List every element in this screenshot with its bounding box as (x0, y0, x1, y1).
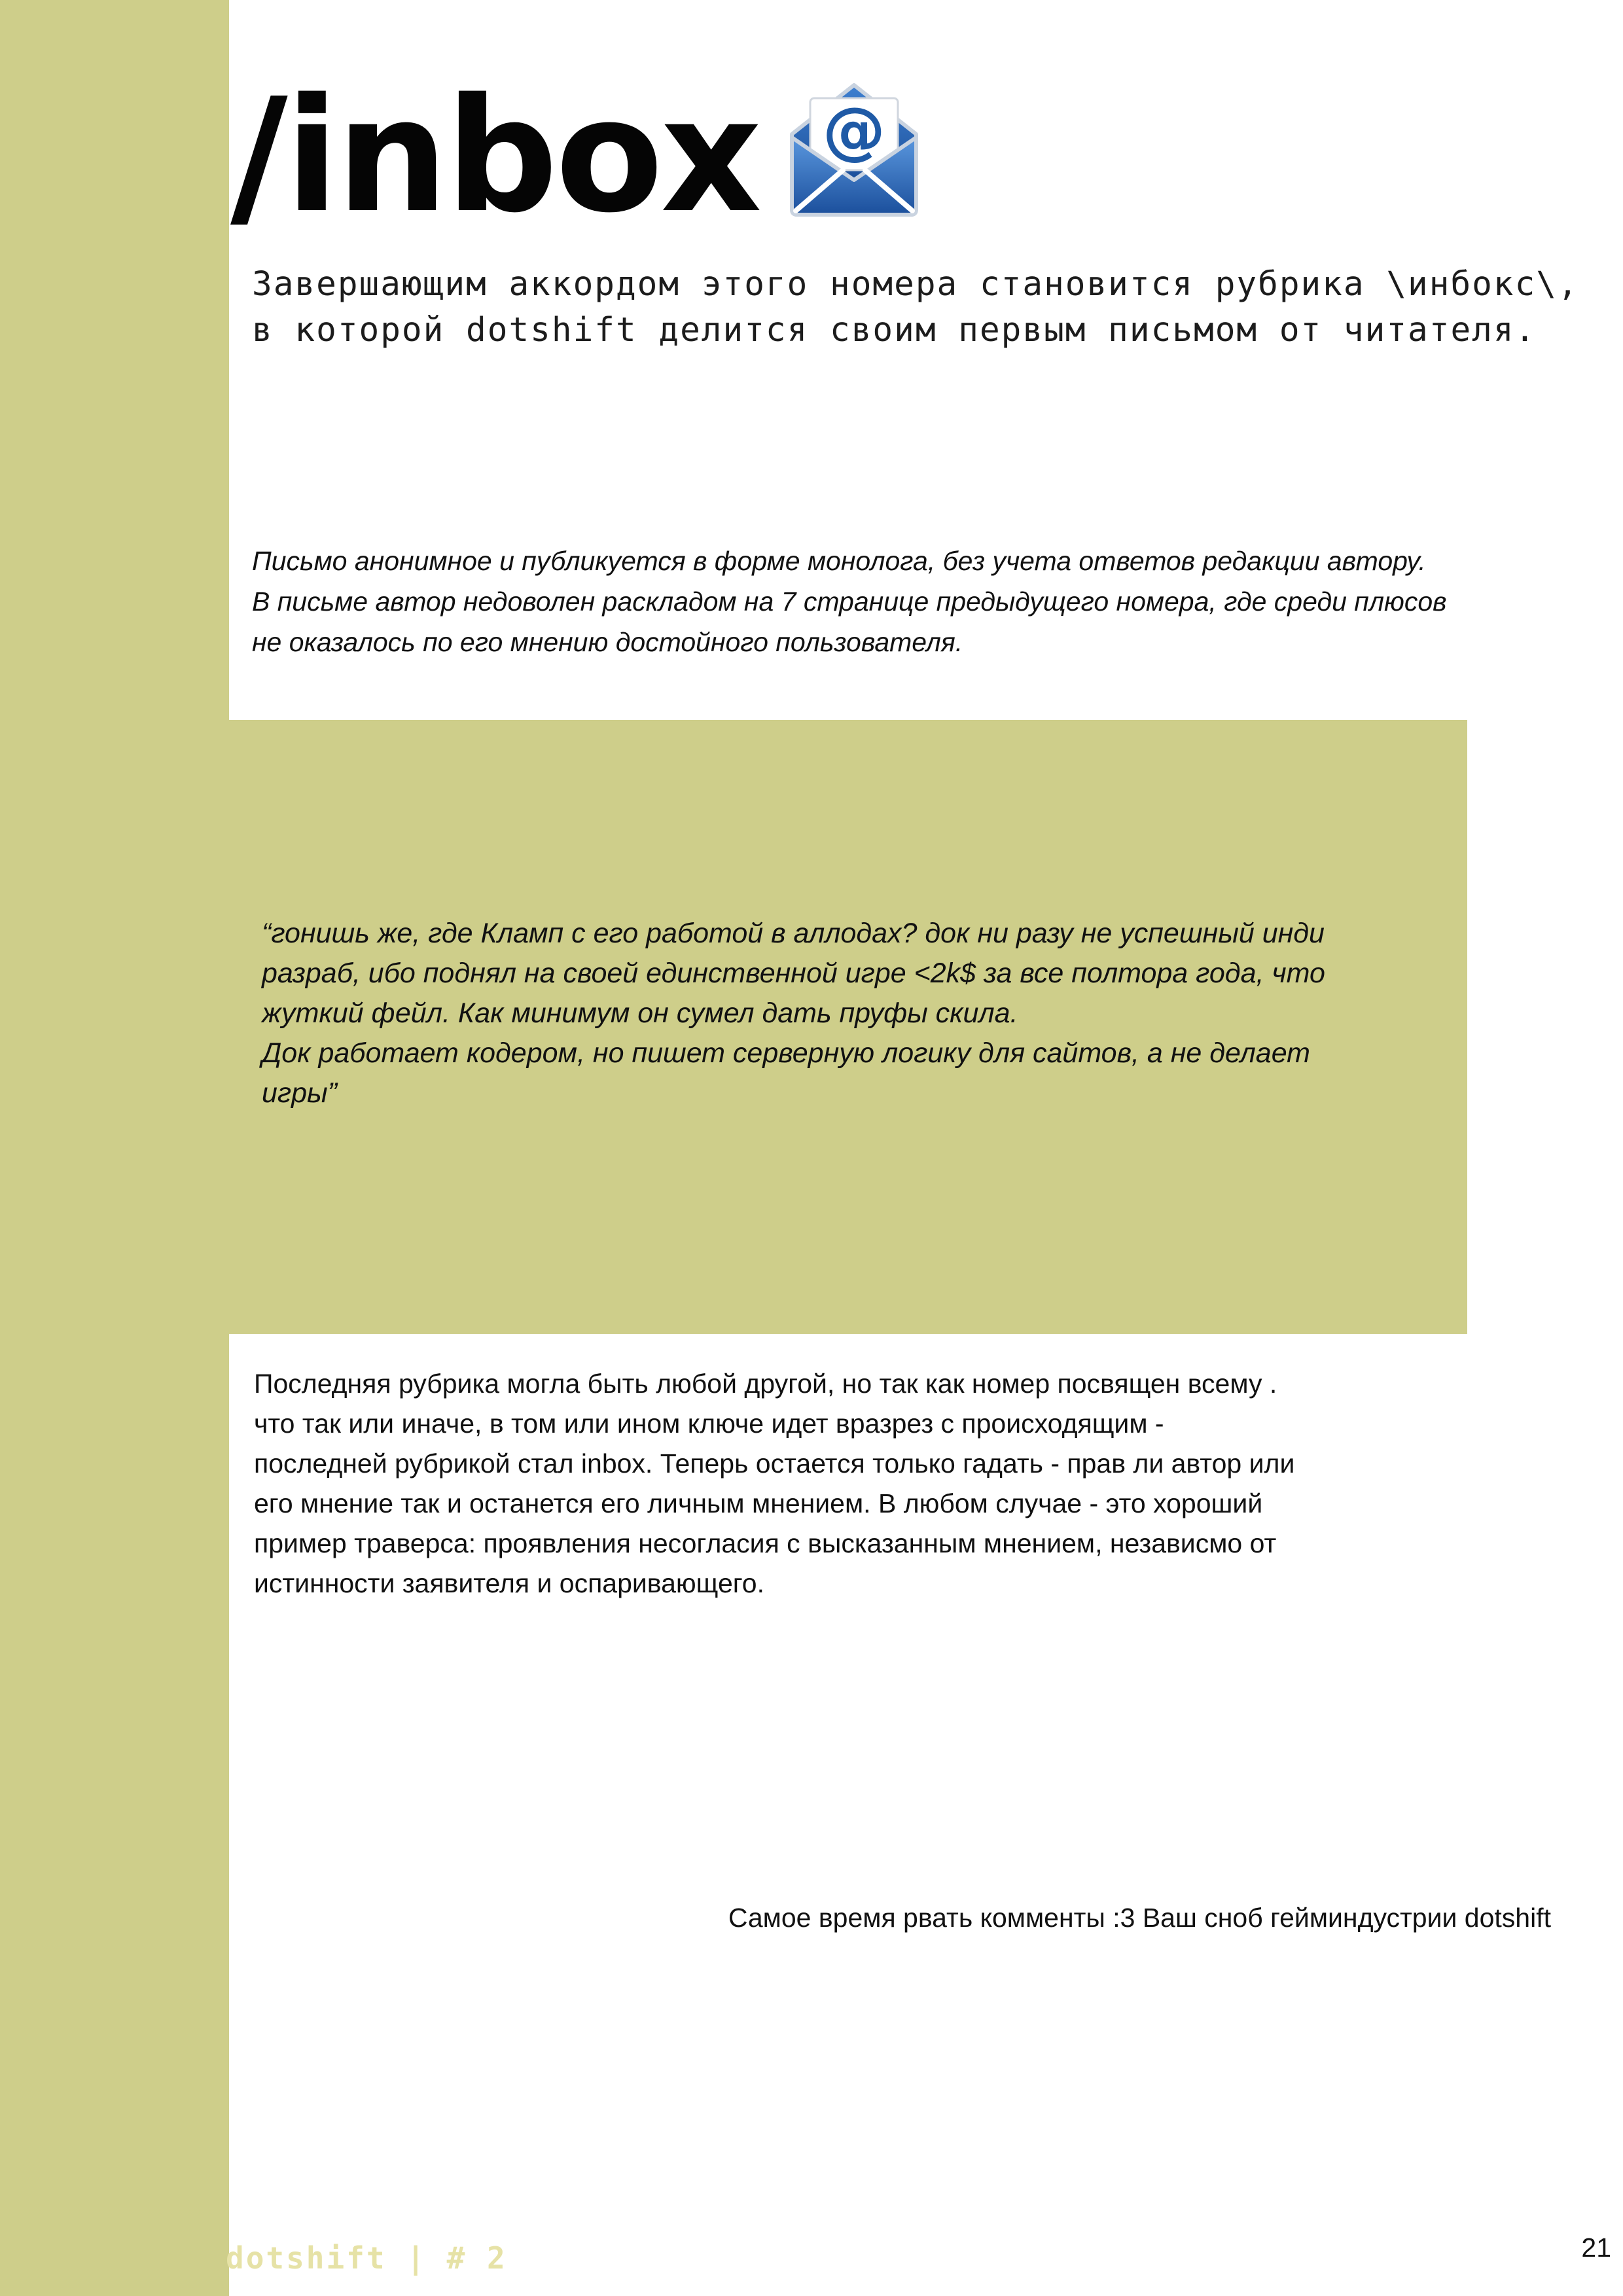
body-line: что так или иначе, в том или ином ключе идет вразрез с происходящим - (254, 1408, 1164, 1439)
body-line: его мнение так и останется его личным мнением. В любом случае - это хороший (254, 1488, 1263, 1518)
quote-line: “гонишь же, где Кламп с его работой в аллодах? док ни разу не успешный инди (262, 918, 1325, 949)
closing-paragraph (254, 1364, 1465, 1604)
svg-text:@: @ (823, 94, 886, 167)
body-line: последней рубрикой стал inbox. Теперь остается только гадать - прав ли автор или (254, 1448, 1295, 1479)
intro-line: в которой dotshift делится своим первым письмом от читателя. (252, 311, 1537, 350)
quote-line: Док работает кодером, но пишет серверную логику для сайтов, а не делает (262, 1037, 1310, 1069)
email-envelope-icon (779, 72, 929, 223)
page-title: /inbox (230, 64, 760, 247)
page-number: 21 (1581, 2233, 1611, 2263)
body-line: истинности заявителя и оспаривающего. (254, 1568, 765, 1598)
author-signoff: Самое время рвать комменты :3 Ваш сноб гейминдустрии dotshift (728, 1903, 1551, 1933)
body-line: пример траверса: проявления несогласия с высказанным мнением, независмо от (254, 1528, 1277, 1558)
page-header (230, 18, 929, 247)
note-line: В письме автор недоволен раскладом на 7 странице предыдущего номера, где среди плюсов (252, 586, 1447, 617)
footer-brand: dotshift | # 2 (226, 2240, 507, 2276)
quote-line: жуткий фейл. Как минимум он сумел дать пруфы скила. (262, 997, 1018, 1029)
quote-line: разраб, ибо поднял на своей единственной игре <2k$ за все полтора года, что (262, 958, 1325, 989)
intro-line: Завершающим аккордом этого номера становится рубрика \инбокс\, (252, 265, 1579, 304)
note-line: не оказалось по его мнению достойного пользователя. (252, 627, 963, 657)
letter-note (252, 541, 1600, 662)
left-accent-band (0, 0, 229, 2296)
intro-paragraph (252, 262, 1600, 353)
reader-letter-quote (262, 914, 1440, 1113)
quote-line: игры” (262, 1077, 337, 1109)
note-line: Письмо анонимное и публикуется в форме монолога, без учета ответов редакции автору. (252, 546, 1426, 576)
body-line: Последняя рубрика могла быть любой другой, но так как номер посвящен всему . (254, 1369, 1277, 1399)
